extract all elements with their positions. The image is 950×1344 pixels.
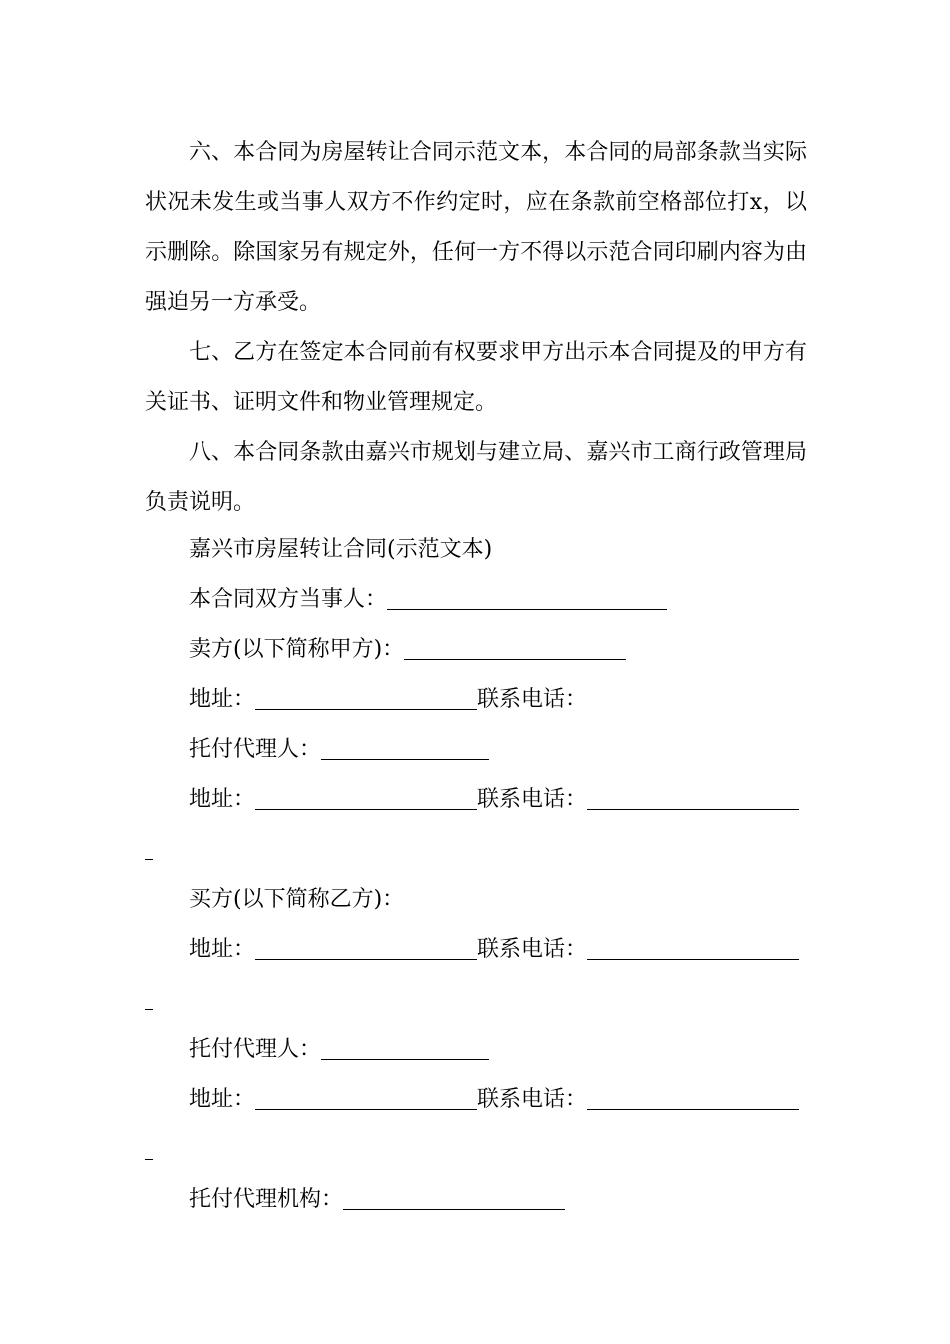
seller-blank[interactable] bbox=[404, 637, 626, 660]
clause-eight: 八、本合同条款由嘉兴市规划与建立局、嘉兴市工商行政管理局负责说明。 bbox=[145, 440, 807, 515]
address-label: 地址： bbox=[189, 687, 256, 712]
buyer-address-blank[interactable] bbox=[255, 937, 477, 960]
address-label: 地址： bbox=[189, 787, 256, 812]
wrap-stub bbox=[145, 1125, 153, 1175]
buyer-agent-address-row bbox=[189, 1075, 799, 1125]
wrap-underline bbox=[145, 987, 153, 1010]
clause-seven: 七、乙方在签定本合同前有权要求甲方出示本合同提及的甲方有关证书、证明文件和物业管理规定。 bbox=[145, 340, 807, 415]
buyer-agent-address-blank[interactable] bbox=[255, 1087, 477, 1110]
contract-title: 嘉兴市房屋转让合同(示范文本) bbox=[189, 537, 493, 562]
phone-label: 联系电话： bbox=[477, 687, 588, 712]
seller-agent-row bbox=[189, 725, 489, 775]
buyer-row bbox=[189, 875, 404, 925]
agent-label: 托付代理人： bbox=[189, 1037, 322, 1062]
buyer-address-row bbox=[189, 925, 799, 975]
seller-label: 卖方(以下简称甲方)： bbox=[189, 637, 405, 662]
seller-agent-phone-blank[interactable] bbox=[587, 787, 799, 810]
buyer-agent-blank[interactable] bbox=[321, 1037, 489, 1060]
wrap-stub bbox=[145, 825, 153, 875]
address-label: 地址： bbox=[189, 1087, 256, 1112]
wrap-stub bbox=[145, 975, 153, 1025]
phone-label: 联系电话： bbox=[477, 937, 588, 962]
wrap-underline bbox=[145, 1137, 153, 1160]
parties-row bbox=[189, 575, 667, 625]
seller-row bbox=[189, 625, 626, 675]
seller-agent-address-blank[interactable] bbox=[255, 787, 477, 810]
phone-label: 联系电话： bbox=[477, 787, 588, 812]
address-label: 地址： bbox=[189, 937, 256, 962]
agency-blank[interactable] bbox=[343, 1187, 565, 1210]
parties-label: 本合同双方当事人： bbox=[189, 587, 388, 612]
buyer-phone-blank[interactable] bbox=[587, 937, 799, 960]
seller-agent-blank[interactable] bbox=[321, 737, 489, 760]
seller-address-row bbox=[189, 675, 587, 725]
parties-blank[interactable] bbox=[387, 587, 667, 610]
agent-label: 托付代理人： bbox=[189, 737, 322, 762]
buyer-agent-phone-blank[interactable] bbox=[587, 1087, 799, 1110]
agency-row bbox=[189, 1175, 565, 1225]
buyer-label: 买方(以下简称乙方)： bbox=[189, 887, 405, 912]
seller-address-blank[interactable] bbox=[255, 687, 477, 710]
agency-label: 托付代理机构： bbox=[189, 1187, 344, 1212]
clause-six: 六、本合同为房屋转让合同示范文本，本合同的局部条款当实际状况未发生或当事人双方不作约定时，应在条款前空格部位打x，以示删除。除国家另有规定外，任何一方不得以示范合同印刷内容为由强迫另一方承受。 bbox=[145, 140, 807, 315]
wrap-underline bbox=[145, 837, 153, 860]
phone-label: 联系电话： bbox=[477, 1087, 588, 1112]
buyer-agent-row bbox=[189, 1025, 489, 1075]
seller-agent-address-row bbox=[189, 775, 799, 825]
